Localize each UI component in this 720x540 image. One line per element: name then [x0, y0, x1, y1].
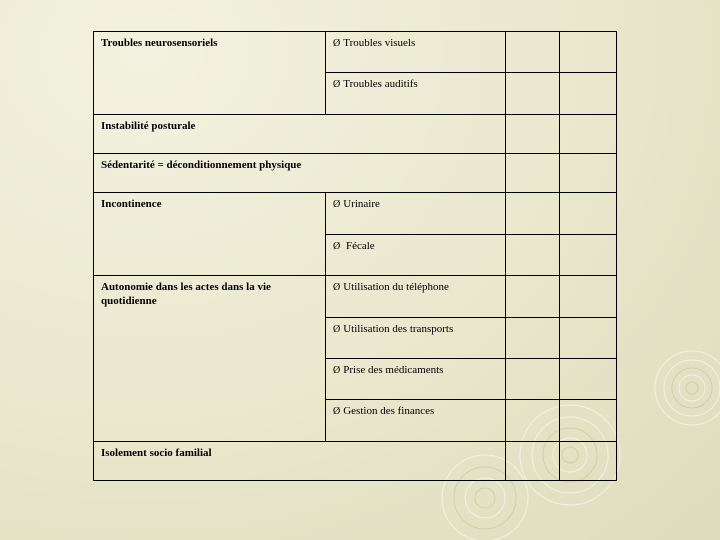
item-finances: Ø Gestion des finances: [326, 400, 506, 441]
checkbox-cell[interactable]: [506, 317, 560, 358]
checkbox-cell[interactable]: [560, 193, 617, 234]
checkbox-cell[interactable]: [560, 358, 617, 399]
checkbox-cell[interactable]: [506, 276, 560, 317]
assessment-checklist-table: [93, 31, 617, 481]
table-row: [94, 441, 617, 480]
arrow-bullet-icon: Ø: [333, 406, 341, 418]
arrow-bullet-icon: Ø: [333, 79, 341, 91]
category-postural-instability: Instabilité posturale: [94, 114, 506, 153]
item-medication: Ø Prise des médicaments: [326, 358, 506, 399]
category-social-isolation: Isolement socio familial: [94, 441, 506, 480]
checkbox-cell[interactable]: [506, 114, 560, 153]
checkbox-cell[interactable]: [506, 193, 560, 234]
table-row: [94, 154, 617, 193]
table-row: [94, 193, 617, 234]
table-row: [94, 114, 617, 153]
checkbox-cell[interactable]: [560, 32, 617, 73]
item-transport-use: Ø Utilisation des transports: [326, 317, 506, 358]
checkbox-cell[interactable]: [506, 234, 560, 275]
checkbox-cell[interactable]: [560, 73, 617, 114]
arrow-bullet-icon: Ø: [333, 38, 341, 49]
category-sedentarity: Sédentarité = déconditionnement physique: [94, 154, 506, 193]
checkbox-cell[interactable]: [560, 400, 617, 441]
item-hearing: Ø Troubles auditifs: [326, 73, 506, 114]
checkbox-cell[interactable]: [506, 73, 560, 114]
category-incontinence: Incontinence: [94, 193, 326, 276]
arrow-bullet-icon: Ø: [333, 240, 341, 252]
checkbox-cell[interactable]: [560, 154, 617, 193]
arrow-bullet-icon: Ø: [333, 364, 341, 376]
item-fecal: Ø Fécale: [326, 234, 506, 275]
checkbox-cell[interactable]: [560, 317, 617, 358]
checkbox-cell[interactable]: [560, 114, 617, 153]
table-row: [94, 276, 617, 317]
checkbox-cell[interactable]: [560, 276, 617, 317]
table-row: [94, 32, 617, 73]
checkbox-cell[interactable]: [560, 234, 617, 275]
item-phone-use: Ø Utilisation du téléphone: [326, 276, 506, 317]
checkbox-cell[interactable]: [506, 32, 560, 73]
category-neurosensory: Troubles neurosensoriels: [94, 32, 326, 115]
checkbox-cell[interactable]: [560, 441, 617, 480]
arrow-bullet-icon: Ø: [333, 323, 341, 335]
category-daily-autonomy: Autonomie dans les actes dans la vie quotidienne: [94, 276, 326, 442]
item-visual: Ø Troubles visuels: [326, 32, 506, 73]
ripple-group-right: [655, 351, 720, 425]
item-urinary: Ø Urinaire: [326, 193, 506, 234]
checkbox-cell[interactable]: [506, 358, 560, 399]
arrow-bullet-icon: Ø: [333, 199, 341, 211]
checkbox-cell[interactable]: [506, 154, 560, 193]
checkbox-cell[interactable]: [506, 400, 560, 441]
checkbox-cell[interactable]: [506, 441, 560, 480]
arrow-bullet-icon: Ø: [333, 282, 341, 294]
